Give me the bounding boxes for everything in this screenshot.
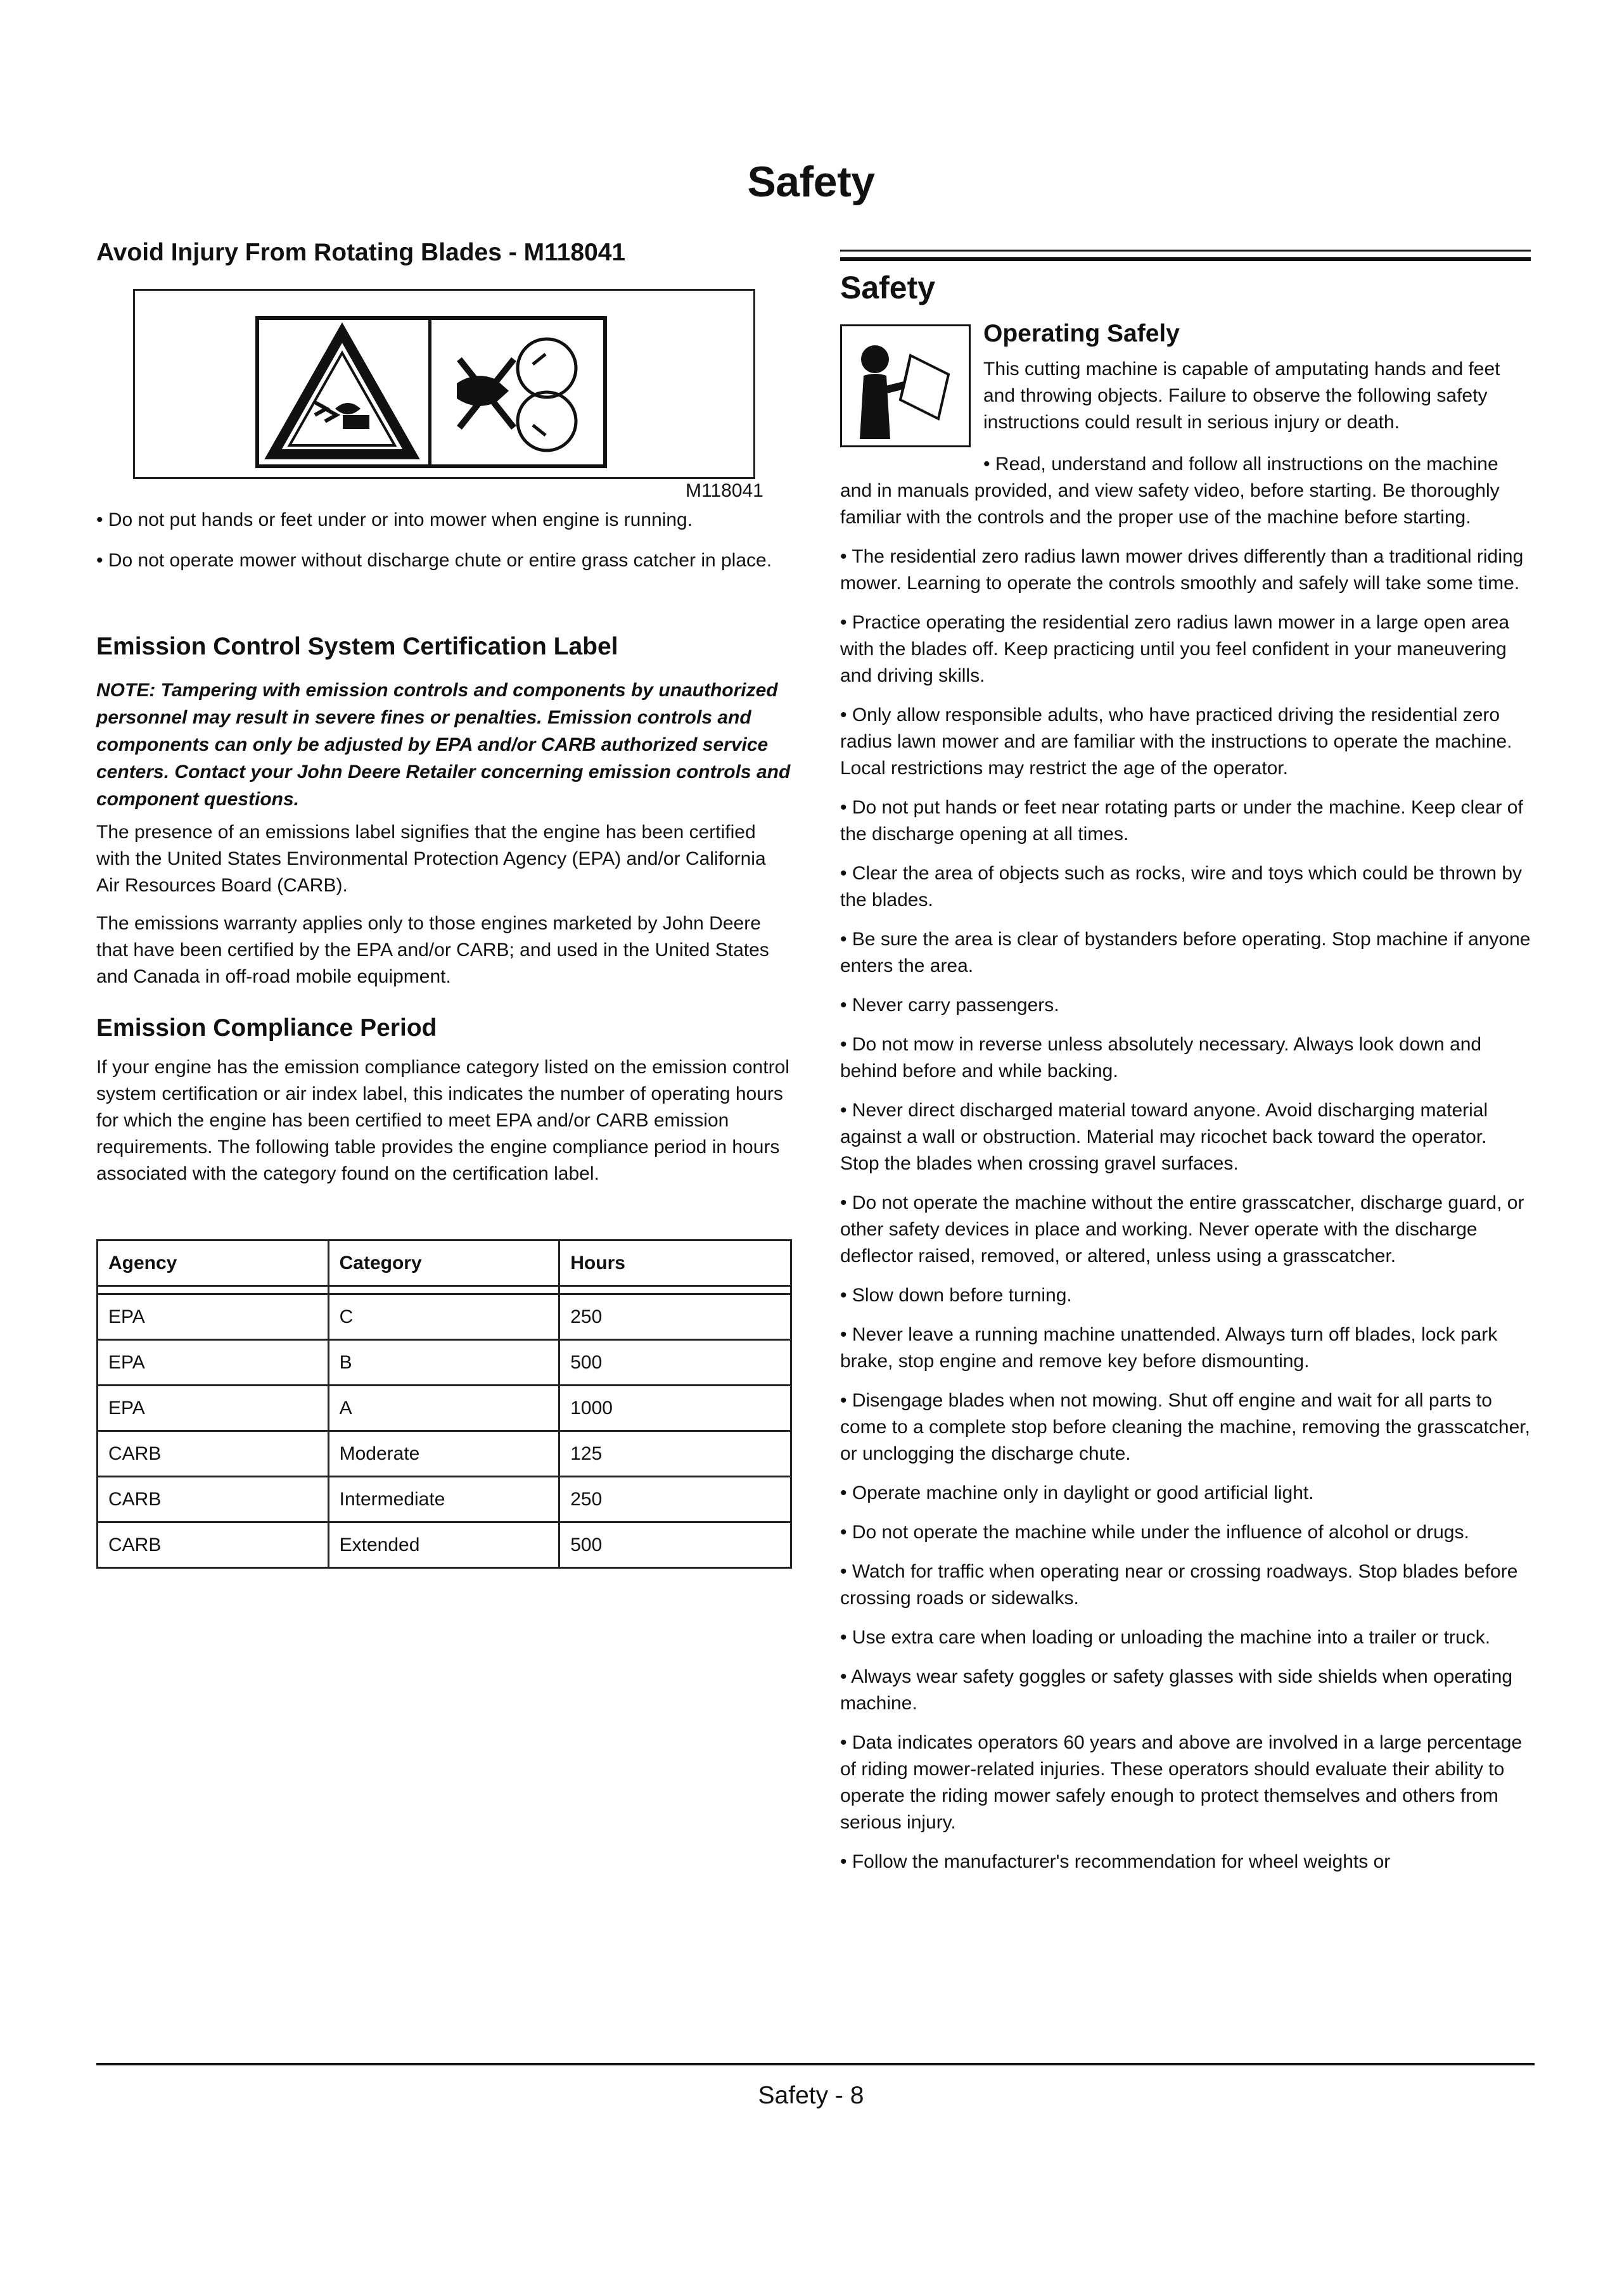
emission-label-body [96, 677, 792, 990]
table-cell: 250 [559, 1294, 791, 1340]
table-cell: B [328, 1340, 559, 1386]
table-cell: EPA [98, 1386, 329, 1431]
page-title: Safety [747, 158, 875, 206]
section-rule [840, 257, 1531, 261]
table-row [98, 1340, 791, 1386]
emission-paragraph: The emissions warranty applies only to those engines marketed by John Deere that have been certified by the EPA and/or CARB; and used in the United States and Canada in off-road mobile equipment. [96, 913, 769, 987]
list-item: • Watch for traffic when operating near or crossing roadways. Stop blades before crossing roads or sidewalks. [840, 1561, 1518, 1609]
read-manual-icon [840, 324, 971, 447]
page-number: Safety - 8 [758, 2082, 864, 2109]
safety-bullets [840, 451, 1531, 1888]
list-item: • Never direct discharged material toward anyone. Avoid discharging material against a wall or obstruction. Material may ricochet back toward the operator. Stop the blades when crossing gravel surfaces. [840, 1100, 1488, 1174]
section-rule [840, 250, 1531, 252]
list-item: • Use extra care when loading or unloading the machine into a trailer or truck. [840, 1627, 1491, 1648]
table-spacer [98, 1286, 791, 1294]
table-cell: C [328, 1294, 559, 1340]
blades-bullets [96, 507, 792, 574]
compliance-heading: Emission Compliance Period [96, 1014, 437, 1042]
list-item: • Only allow responsible adults, who have practiced driving the residential zero radius lawn mower and are familiar with the instructions to operate the machine. Local restrictions may restrict the age of the operator. [840, 705, 1512, 779]
list-item: • Do not operate the machine while under the influence of alcohol or drugs. [840, 1522, 1469, 1543]
operating-intro: This cutting machine is capable of amputating hands and feet and throwing objects. Failure to observe the following safety instructions could result in serious injury or death. [983, 359, 1500, 433]
column-header: Category [328, 1240, 559, 1286]
table-cell: CARB [98, 1431, 329, 1477]
table-cell: EPA [98, 1340, 329, 1386]
column-header: Hours [559, 1240, 791, 1286]
emission-paragraph: The presence of an emissions label signifies that the engine has been certified with the United States Environmental Protection Agency (EPA) and/or California Air Resources Board (CARB). [96, 822, 766, 896]
table-cell: Extended [328, 1522, 559, 1568]
table-cell: 1000 [559, 1386, 791, 1431]
table-cell: Moderate [328, 1431, 559, 1477]
section-title: Safety [840, 270, 936, 305]
decal-inner-frame [255, 316, 607, 468]
table-cell: CARB [98, 1522, 329, 1568]
table-row [98, 1386, 791, 1431]
safety-decal [133, 289, 755, 479]
footer-rule [96, 2063, 1535, 2065]
emission-label-heading: Emission Control System Certification Label [96, 633, 618, 660]
table-cell: CARB [98, 1477, 329, 1522]
compliance-paragraph: If your engine has the emission compliance category listed on the emission control system certification or air index label, this indicates the number of operating hours for which the engine has been certified to meet EPA and/or CARB emission requirements. The following table provides the engine compliance period in hours associated with the category found on the certification label. [96, 1057, 789, 1184]
no-hands-blade-icon [431, 320, 604, 464]
table-cell: 125 [559, 1431, 791, 1477]
operating-safely-heading: Operating Safely [983, 320, 1180, 347]
list-item: • Never carry passengers. [840, 995, 1059, 1016]
table-row [98, 1294, 791, 1340]
blades-heading: Avoid Injury From Rotating Blades - M118041 [96, 239, 626, 266]
list-item: • Data indicates operators 60 years and above are involved in a large percentage of riding mower-related injuries. These operators should evaluate their ability to operate the riding mower safely enough to protect themselves and others from serious injury. [840, 1732, 1523, 1833]
compliance-table [96, 1239, 792, 1569]
list-item: • Do not put hands or feet near rotating parts or under the machine. Keep clear of the discharge opening at all times. [840, 797, 1523, 845]
table-row [98, 1431, 791, 1477]
list-item: • Do not operate mower without discharge chute or entire grass catcher in place. [96, 550, 772, 571]
table-cell: A [328, 1386, 559, 1431]
list-item: • Clear the area of objects such as rocks, wire and toys which could be thrown by the blades. [840, 863, 1523, 910]
list-item: • Never leave a running machine unattended. Always turn off blades, lock park brake, stop engine and remove key before dismounting. [840, 1324, 1498, 1372]
bullet-list [840, 544, 1531, 1875]
list-item: • Do not put hands or feet under or into mower when engine is running. [96, 509, 693, 530]
table-cell: Intermediate [328, 1477, 559, 1522]
decal-code: M118041 [686, 480, 763, 501]
table-row [98, 1522, 791, 1568]
list-item: • Always wear safety goggles or safety glasses with side shields when operating machine. [840, 1666, 1513, 1714]
list-item: • Practice operating the residential zero radius lawn mower in a large open area with the blades off. Keep practicing until you feel confident in your maneuvering and driving skills. [840, 612, 1510, 686]
list-item: • Slow down before turning. [840, 1285, 1072, 1306]
table-cell: 500 [559, 1340, 791, 1386]
list-item: • Be sure the area is clear of bystanders before operating. Stop machine if anyone enters the area. [840, 929, 1531, 976]
list-item: • Operate machine only in daylight or good artificial light. [840, 1483, 1314, 1503]
table-cell: 500 [559, 1522, 791, 1568]
column-header: Agency [98, 1240, 329, 1286]
table-row [98, 1477, 791, 1522]
table-cell: EPA [98, 1294, 329, 1340]
list-item: • Do not operate the machine without the entire grasscatcher, discharge guard, or other safety devices in place and working. Never operate with the discharge deflector raised, removed, or altered, unless using a grasscatcher. [840, 1192, 1524, 1266]
tampering-note: NOTE: Tampering with emission controls and components by unauthorized personnel may result in severe fines or penalties. Emission controls and components can only be adjusted by EPA and/or CARB authorized service centers. Contact your John Deere Retailer concerning emission controls and component questions. [96, 680, 791, 810]
list-item: • Do not mow in reverse unless absolutely necessary. Always look down and behind before and while backing. [840, 1034, 1482, 1081]
warning-triangle-icon [259, 320, 431, 464]
table-header-row [98, 1240, 791, 1286]
list-item: • Disengage blades when not mowing. Shut off engine and wait for all parts to come to a complete stop before cleaning the machine, removing the grasscatcher, or unclogging the discharge chute. [840, 1390, 1530, 1464]
list-item: • The residential zero radius lawn mower drives differently than a traditional riding mower. Learning to operate the controls smoothly and safely will take some time. [840, 546, 1524, 594]
list-item: • Read, understand and follow all instructions on the machine and in manuals provided, and view safety video, before starting. Be thoroughly familiar with the controls and the proper use of the machine before starting. [840, 454, 1500, 528]
list-item: • Follow the manufacturer's recommendation for wheel weights or [840, 1851, 1391, 1872]
table-cell: 250 [559, 1477, 791, 1522]
